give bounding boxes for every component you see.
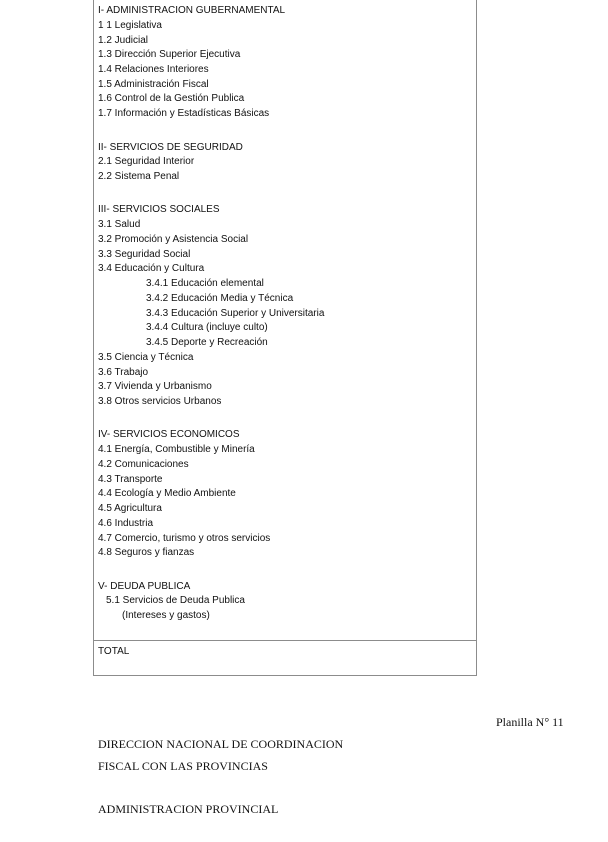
section-title-administracion: I- ADMINISTRACION GUBERNAMENTAL — [98, 5, 286, 16]
list-item: 1.2 Judicial — [98, 35, 149, 46]
list-item: 1.5 Administración Fiscal — [98, 79, 209, 90]
list-item: 4.5 Agricultura — [98, 503, 162, 514]
list-item: 4.4 Ecología y Medio Ambiente — [98, 488, 236, 499]
list-item: 1.6 Control de la Gestión Publica — [98, 93, 245, 104]
sub-list-item: 3.4.5 Deporte y Recreación — [146, 337, 268, 348]
list-item: 3.7 Vivienda y Urbanismo — [98, 381, 212, 392]
total-label: TOTAL — [98, 646, 130, 657]
sub-list-item: 3.4.1 Educación elemental — [146, 278, 264, 289]
department-name-line1: DIRECCION NACIONAL DE COORDINACION — [98, 737, 344, 751]
list-item: 3.2 Promoción y Asistencia Social — [98, 234, 249, 245]
list-item: 3.6 Trabajo — [98, 367, 149, 378]
administration-heading: ADMINISTRACION PROVINCIAL — [98, 802, 279, 816]
list-item: 3.5 Ciencia y Técnica — [98, 352, 194, 363]
department-name-line2: FISCAL CON LAS PROVINCIAS — [98, 759, 268, 773]
section-title-deuda: V- DEUDA PUBLICA — [98, 581, 191, 592]
list-item-detail: (Intereses y gastos) — [122, 610, 210, 621]
list-item: 1.4 Relaciones Interiores — [98, 64, 209, 75]
list-item: 4.1 Energía, Combustible y Minería — [98, 444, 255, 455]
list-item: 4.6 Industria — [98, 518, 154, 529]
sub-list-item: 3.4.2 Educación Media y Técnica — [146, 293, 294, 304]
section-title-sociales: III- SERVICIOS SOCIALES — [98, 204, 220, 215]
list-item: 1.7 Información y Estadísticas Básicas — [98, 108, 270, 119]
list-item: 3.3 Seguridad Social — [98, 249, 191, 260]
list-item: 3.8 Otros servicios Urbanos — [98, 396, 222, 407]
list-item: 1 1 Legislativa — [98, 20, 162, 31]
list-item: 4.3 Transporte — [98, 474, 163, 485]
list-item: 2.2 Sistema Penal — [98, 171, 180, 182]
list-item: 4.2 Comunicaciones — [98, 459, 189, 470]
sub-list-item: 3.4.3 Educación Superior y Universitaria — [146, 308, 325, 319]
list-item: 4.8 Seguros y fianzas — [98, 547, 195, 558]
section-title-seguridad: II- SERVICIOS DE SEGURIDAD — [98, 142, 243, 153]
sub-list-item: 3.4.4 Cultura (incluye culto) — [146, 322, 268, 333]
list-item: 2.1 Seguridad Interior — [98, 156, 195, 167]
list-item: 5.1 Servicios de Deuda Publica — [106, 595, 245, 606]
section-title-economicos: IV- SERVICIOS ECONOMICOS — [98, 429, 240, 440]
list-item: 3.4 Educación y Cultura — [98, 263, 205, 274]
planilla-number: Planilla N° 11 — [496, 715, 564, 729]
list-item: 4.7 Comercio, turismo y otros servicios — [98, 533, 271, 544]
classification-list-cell — [94, 0, 476, 641]
list-item: 1.3 Dirección Superior Ejecutiva — [98, 49, 241, 60]
list-item: 3.1 Salud — [98, 219, 141, 230]
budget-classification-table — [93, 0, 477, 676]
